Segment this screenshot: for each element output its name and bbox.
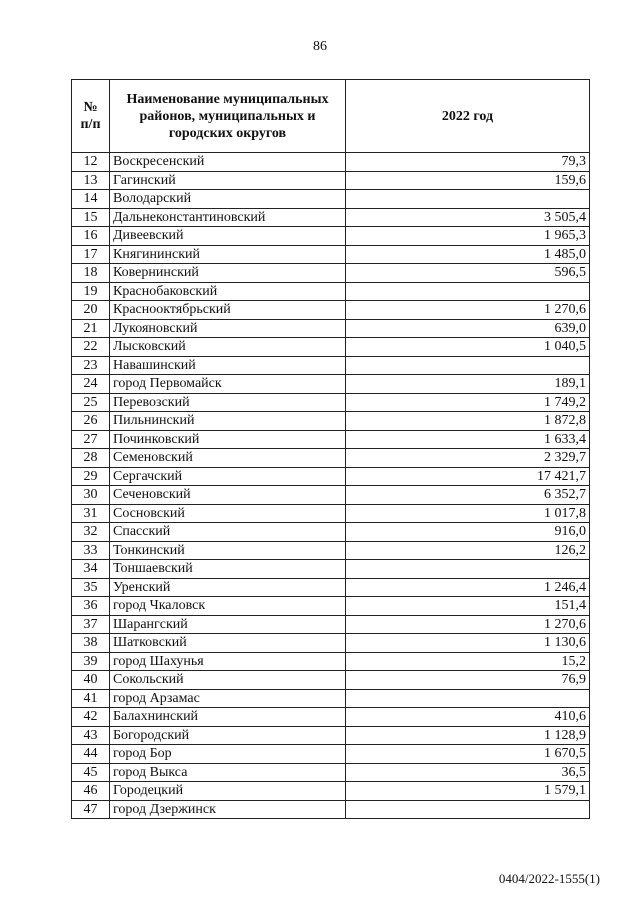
row-value	[346, 689, 590, 708]
row-value	[346, 282, 590, 301]
row-name: Тонкинский	[110, 541, 346, 560]
row-number: 29	[72, 467, 110, 486]
header-number: № п/п	[72, 80, 110, 153]
row-name: Уренский	[110, 578, 346, 597]
table-row	[72, 375, 590, 394]
row-name: Городецкий	[110, 782, 346, 801]
row-value: 1 749,2	[346, 393, 590, 412]
row-name: Краснобаковский	[110, 282, 346, 301]
row-value: 596,5	[346, 264, 590, 283]
row-name: Балахнинский	[110, 708, 346, 727]
table-header-row	[72, 80, 590, 153]
table-row	[72, 597, 590, 616]
table-row	[72, 726, 590, 745]
row-name: Лукояновский	[110, 319, 346, 338]
header-year: 2022 год	[346, 80, 590, 153]
row-value: 151,4	[346, 597, 590, 616]
row-value: 1 485,0	[346, 245, 590, 264]
table-row	[72, 671, 590, 690]
row-number: 16	[72, 227, 110, 246]
row-value	[346, 356, 590, 375]
row-number: 40	[72, 671, 110, 690]
table-header	[72, 80, 590, 153]
row-number: 33	[72, 541, 110, 560]
row-number: 41	[72, 689, 110, 708]
table-row	[72, 301, 590, 320]
row-value: 1 872,8	[346, 412, 590, 431]
row-value: 36,5	[346, 763, 590, 782]
table-body	[72, 153, 590, 819]
row-value: 1 965,3	[346, 227, 590, 246]
row-value	[346, 800, 590, 819]
row-name: город Первомайск	[110, 375, 346, 394]
row-name: город Шахунья	[110, 652, 346, 671]
row-name: Гагинский	[110, 171, 346, 190]
row-value: 126,2	[346, 541, 590, 560]
row-name: Пильнинский	[110, 412, 346, 431]
row-name: город Дзержинск	[110, 800, 346, 819]
table-row	[72, 504, 590, 523]
row-number: 44	[72, 745, 110, 764]
row-value: 1 670,5	[346, 745, 590, 764]
table-row	[72, 486, 590, 505]
row-value: 1 017,8	[346, 504, 590, 523]
table-row	[72, 763, 590, 782]
page-number: 86	[313, 39, 327, 54]
row-number: 34	[72, 560, 110, 579]
row-name: Навашинский	[110, 356, 346, 375]
row-number: 13	[72, 171, 110, 190]
row-number: 35	[72, 578, 110, 597]
table-row	[72, 708, 590, 727]
row-value: 76,9	[346, 671, 590, 690]
table-row	[72, 652, 590, 671]
table-row	[72, 615, 590, 634]
row-name: Спасский	[110, 523, 346, 542]
row-number: 17	[72, 245, 110, 264]
row-value: 1 270,6	[346, 615, 590, 634]
row-value	[346, 190, 590, 209]
row-number: 32	[72, 523, 110, 542]
row-name: Ковернинский	[110, 264, 346, 283]
row-name: Воскресенский	[110, 153, 346, 172]
row-number: 38	[72, 634, 110, 653]
table-row	[72, 523, 590, 542]
row-number: 37	[72, 615, 110, 634]
row-name: Шатковский	[110, 634, 346, 653]
row-name: Краснооктябрьский	[110, 301, 346, 320]
row-value: 1 128,9	[346, 726, 590, 745]
table-row	[72, 393, 590, 412]
table-row	[72, 412, 590, 431]
table-row	[72, 245, 590, 264]
table-row	[72, 541, 590, 560]
row-name: Шарангский	[110, 615, 346, 634]
table-row	[72, 171, 590, 190]
table-row	[72, 560, 590, 579]
row-value: 6 352,7	[346, 486, 590, 505]
row-name: город Чкаловск	[110, 597, 346, 616]
row-number: 30	[72, 486, 110, 505]
data-table	[71, 79, 590, 819]
row-name: Лысковский	[110, 338, 346, 357]
table-row	[72, 467, 590, 486]
table-row	[72, 745, 590, 764]
row-value: 639,0	[346, 319, 590, 338]
row-name: Володарский	[110, 190, 346, 209]
row-value: 1 633,4	[346, 430, 590, 449]
row-number: 46	[72, 782, 110, 801]
table-row	[72, 190, 590, 209]
row-value: 1 130,6	[346, 634, 590, 653]
row-name: Сосновский	[110, 504, 346, 523]
row-number: 19	[72, 282, 110, 301]
row-number: 39	[72, 652, 110, 671]
row-number: 15	[72, 208, 110, 227]
row-value: 1 579,1	[346, 782, 590, 801]
row-number: 18	[72, 264, 110, 283]
table-row	[72, 208, 590, 227]
table-row	[72, 264, 590, 283]
header-name: Наименование муниципальных районов, муниципальных и городских округов	[110, 80, 346, 153]
table-row	[72, 800, 590, 819]
row-name: Перевозский	[110, 393, 346, 412]
table-row	[72, 282, 590, 301]
row-number: 26	[72, 412, 110, 431]
row-name: Богородский	[110, 726, 346, 745]
table-row	[72, 689, 590, 708]
row-name: Семеновский	[110, 449, 346, 468]
row-value: 410,6	[346, 708, 590, 727]
table-row	[72, 153, 590, 172]
table-row	[72, 319, 590, 338]
row-number: 36	[72, 597, 110, 616]
row-number: 47	[72, 800, 110, 819]
row-name: город Бор	[110, 745, 346, 764]
row-value: 1 040,5	[346, 338, 590, 357]
row-name: Починковский	[110, 430, 346, 449]
row-number: 14	[72, 190, 110, 209]
row-value: 159,6	[346, 171, 590, 190]
row-number: 27	[72, 430, 110, 449]
row-value	[346, 560, 590, 579]
row-name: Сергачский	[110, 467, 346, 486]
table-row	[72, 430, 590, 449]
row-name: Сеченовский	[110, 486, 346, 505]
row-value: 1 270,6	[346, 301, 590, 320]
table-row	[72, 578, 590, 597]
row-number: 22	[72, 338, 110, 357]
row-number: 23	[72, 356, 110, 375]
row-name: Княгининский	[110, 245, 346, 264]
row-value: 15,2	[346, 652, 590, 671]
document-code: 0404/2022-1555(1)	[498, 871, 600, 886]
row-name: Дивеевский	[110, 227, 346, 246]
row-name: город Выкса	[110, 763, 346, 782]
table-row	[72, 782, 590, 801]
table-row	[72, 634, 590, 653]
row-value: 1 246,4	[346, 578, 590, 597]
row-number: 25	[72, 393, 110, 412]
row-value: 189,1	[346, 375, 590, 394]
row-number: 31	[72, 504, 110, 523]
row-name: Тоншаевский	[110, 560, 346, 579]
row-number: 42	[72, 708, 110, 727]
row-value: 2 329,7	[346, 449, 590, 468]
row-number: 28	[72, 449, 110, 468]
row-name: Сокольский	[110, 671, 346, 690]
row-value: 17 421,7	[346, 467, 590, 486]
row-number: 24	[72, 375, 110, 394]
table-row	[72, 227, 590, 246]
row-number: 12	[72, 153, 110, 172]
row-number: 20	[72, 301, 110, 320]
row-value: 79,3	[346, 153, 590, 172]
table-row	[72, 356, 590, 375]
row-value: 916,0	[346, 523, 590, 542]
row-number: 45	[72, 763, 110, 782]
table-row	[72, 449, 590, 468]
row-number: 43	[72, 726, 110, 745]
row-name: Дальнеконстантиновский	[110, 208, 346, 227]
row-value: 3 505,4	[346, 208, 590, 227]
row-name: город Арзамас	[110, 689, 346, 708]
table-row	[72, 338, 590, 357]
row-number: 21	[72, 319, 110, 338]
